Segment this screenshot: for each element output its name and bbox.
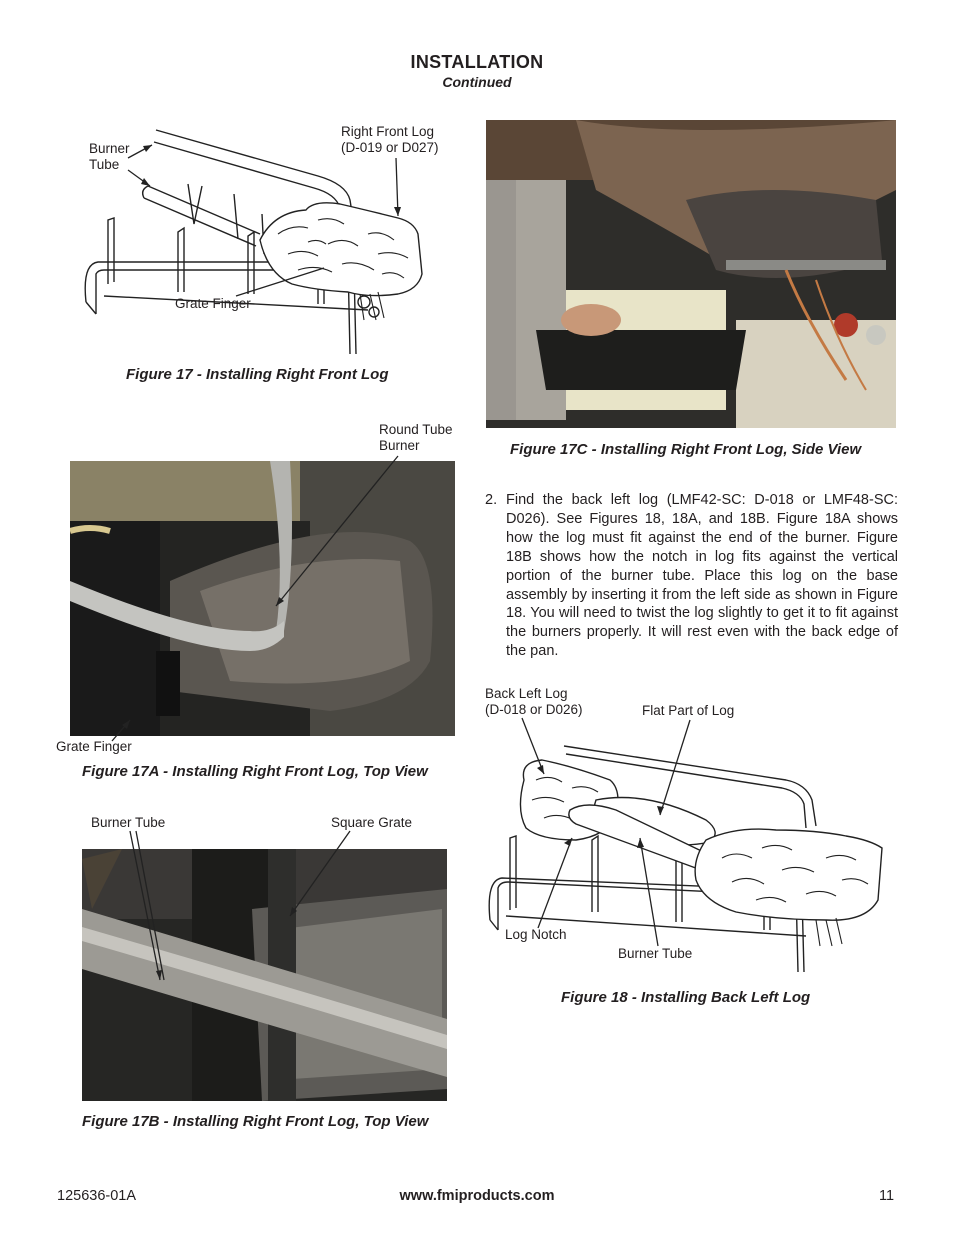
page-number: 11: [879, 1188, 895, 1204]
website-link[interactable]: www.fmiproducts.com: [399, 1188, 555, 1204]
fig17b-label-square-grate: Square Grate: [331, 815, 413, 830]
fig17a-label-round-tube-burner: Round Tube Burner: [379, 422, 453, 453]
fig18-label-log-notch: Log Notch: [505, 927, 567, 942]
fig17b-label-burner-tube: Burner Tube: [91, 815, 166, 830]
section-subtitle: Continued: [442, 74, 512, 90]
document-number: 125636-01A: [57, 1188, 137, 1204]
step-2-instruction: [485, 491, 898, 661]
figure-17c-caption: Figure 17C - Installing Right Front Log, Side View: [510, 441, 862, 458]
figure-17-caption: Figure 17 - Installing Right Front Log: [126, 366, 389, 383]
step-2-number: 2.: [485, 492, 498, 508]
step-2-text: Find the back left log (LMF42-SC: D-018 or LMF48-SC: D026). See Figures 18, 18A, and 18B. Figure 18A shows how the log must fit against the end of the burner. Figure 18B shows how the notch in log fits against the vertical portion of the burner tube. Place this log on the base assembly by inserting it from the left side as shown in Figure 18. You will need to twist the log slightly to get it to fit against the burners properly. It will rest even with the back edge of the pan.: [506, 492, 898, 660]
figure-17c-photo: [486, 120, 896, 428]
fig17-label-grate-finger: Grate Finger: [175, 296, 251, 311]
figure-18-caption: Figure 18 - Installing Back Left Log: [561, 989, 811, 1006]
fig18-label-burner-tube: Burner Tube: [618, 946, 693, 961]
fig17a-label-grate-finger: Grate Finger: [56, 739, 132, 754]
fig18-label-back-left-log: Back Left Log (D-018 or D026): [485, 686, 583, 717]
figure-17b-photo: [82, 849, 447, 1101]
fig17-label-burner-tube: Burner Tube: [89, 141, 130, 172]
section-title: INSTALLATION: [410, 52, 544, 72]
fig18-label-flat-part: Flat Part of Log: [642, 703, 735, 718]
figure-17b-caption: Figure 17B - Installing Right Front Log, Top View: [82, 1113, 429, 1130]
figure-17a-caption: Figure 17A - Installing Right Front Log, Top View: [82, 763, 428, 780]
figure-17a-photo: [70, 461, 455, 736]
figure-17-drawing: [78, 124, 458, 356]
fig17-label-right-front-log: Right Front Log (D-019 or D027): [341, 124, 439, 155]
